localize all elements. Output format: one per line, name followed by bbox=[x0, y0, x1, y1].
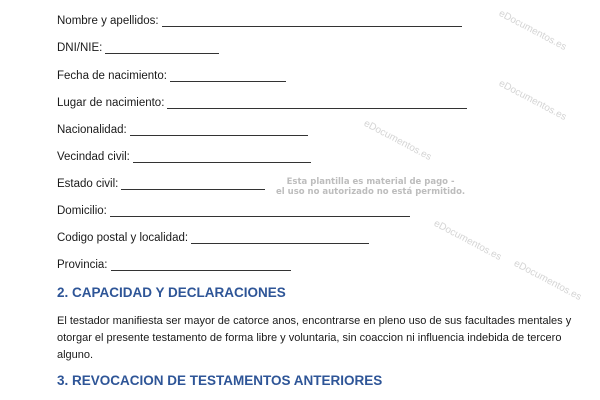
field-nacionalidad bbox=[57, 122, 308, 136]
notice-line-1: Esta plantilla es material de pago - bbox=[286, 177, 455, 187]
field-label: Nacionalidad: bbox=[57, 124, 127, 136]
field-domicilio bbox=[57, 203, 410, 217]
field-fecha-nacimiento bbox=[57, 68, 286, 82]
notice-line-2: el uso no autorizado no está permitido. bbox=[276, 187, 466, 197]
field-dni bbox=[57, 40, 219, 54]
field-label: Fecha de nacimiento: bbox=[57, 70, 167, 82]
section-2-paragraph: El testador manifiesta ser mayor de catorce anos, encontrarse en pleno uso de sus facultades mentales y otorgar el presente testamento de forma libre y voluntaria, sin coaccion ni influencia indebida de tercero alguno. bbox=[57, 315, 572, 361]
watermark-text: eDocumentos.es bbox=[496, 78, 569, 123]
blank-line[interactable] bbox=[105, 42, 219, 54]
watermark-text: eDocumentos.es bbox=[431, 218, 504, 263]
field-label: Nombre y apellidos: bbox=[57, 15, 159, 27]
paid-template-notice bbox=[276, 177, 465, 197]
section-2-heading: 2. CAPACIDAD Y DECLARACIONES bbox=[57, 285, 286, 300]
field-nombre bbox=[57, 13, 462, 27]
field-label: Vecindad civil: bbox=[57, 151, 130, 163]
field-estado-civil bbox=[57, 176, 265, 190]
blank-line[interactable] bbox=[191, 232, 369, 244]
section-3-heading: 3. REVOCACION DE TESTAMENTOS ANTERIORES bbox=[57, 373, 383, 388]
field-label: Codigo postal y localidad: bbox=[57, 232, 189, 244]
field-label: Provincia: bbox=[57, 259, 108, 271]
blank-line[interactable] bbox=[162, 15, 462, 27]
field-label: Lugar de nacimiento: bbox=[57, 97, 165, 109]
field-provincia bbox=[57, 257, 291, 271]
blank-line[interactable] bbox=[110, 205, 410, 217]
sections bbox=[57, 285, 592, 389]
field-lugar-nacimiento bbox=[57, 95, 467, 109]
watermark-text: eDocumentos.es bbox=[361, 118, 434, 163]
blank-line[interactable] bbox=[167, 97, 467, 109]
blank-line[interactable] bbox=[130, 124, 308, 136]
field-label: Domicilio: bbox=[57, 205, 107, 217]
field-codigo-postal bbox=[57, 230, 369, 244]
blank-line[interactable] bbox=[121, 178, 265, 190]
blank-line[interactable] bbox=[111, 259, 291, 271]
field-label: Estado civil: bbox=[57, 178, 119, 190]
blank-line[interactable] bbox=[170, 70, 286, 82]
field-label: DNI/NIE: bbox=[57, 42, 103, 54]
blank-line[interactable] bbox=[133, 151, 311, 163]
watermark-text: eDocumentos.es bbox=[511, 258, 584, 303]
field-vecindad bbox=[57, 149, 311, 163]
watermark-text: eDocumentos.es bbox=[496, 8, 569, 53]
